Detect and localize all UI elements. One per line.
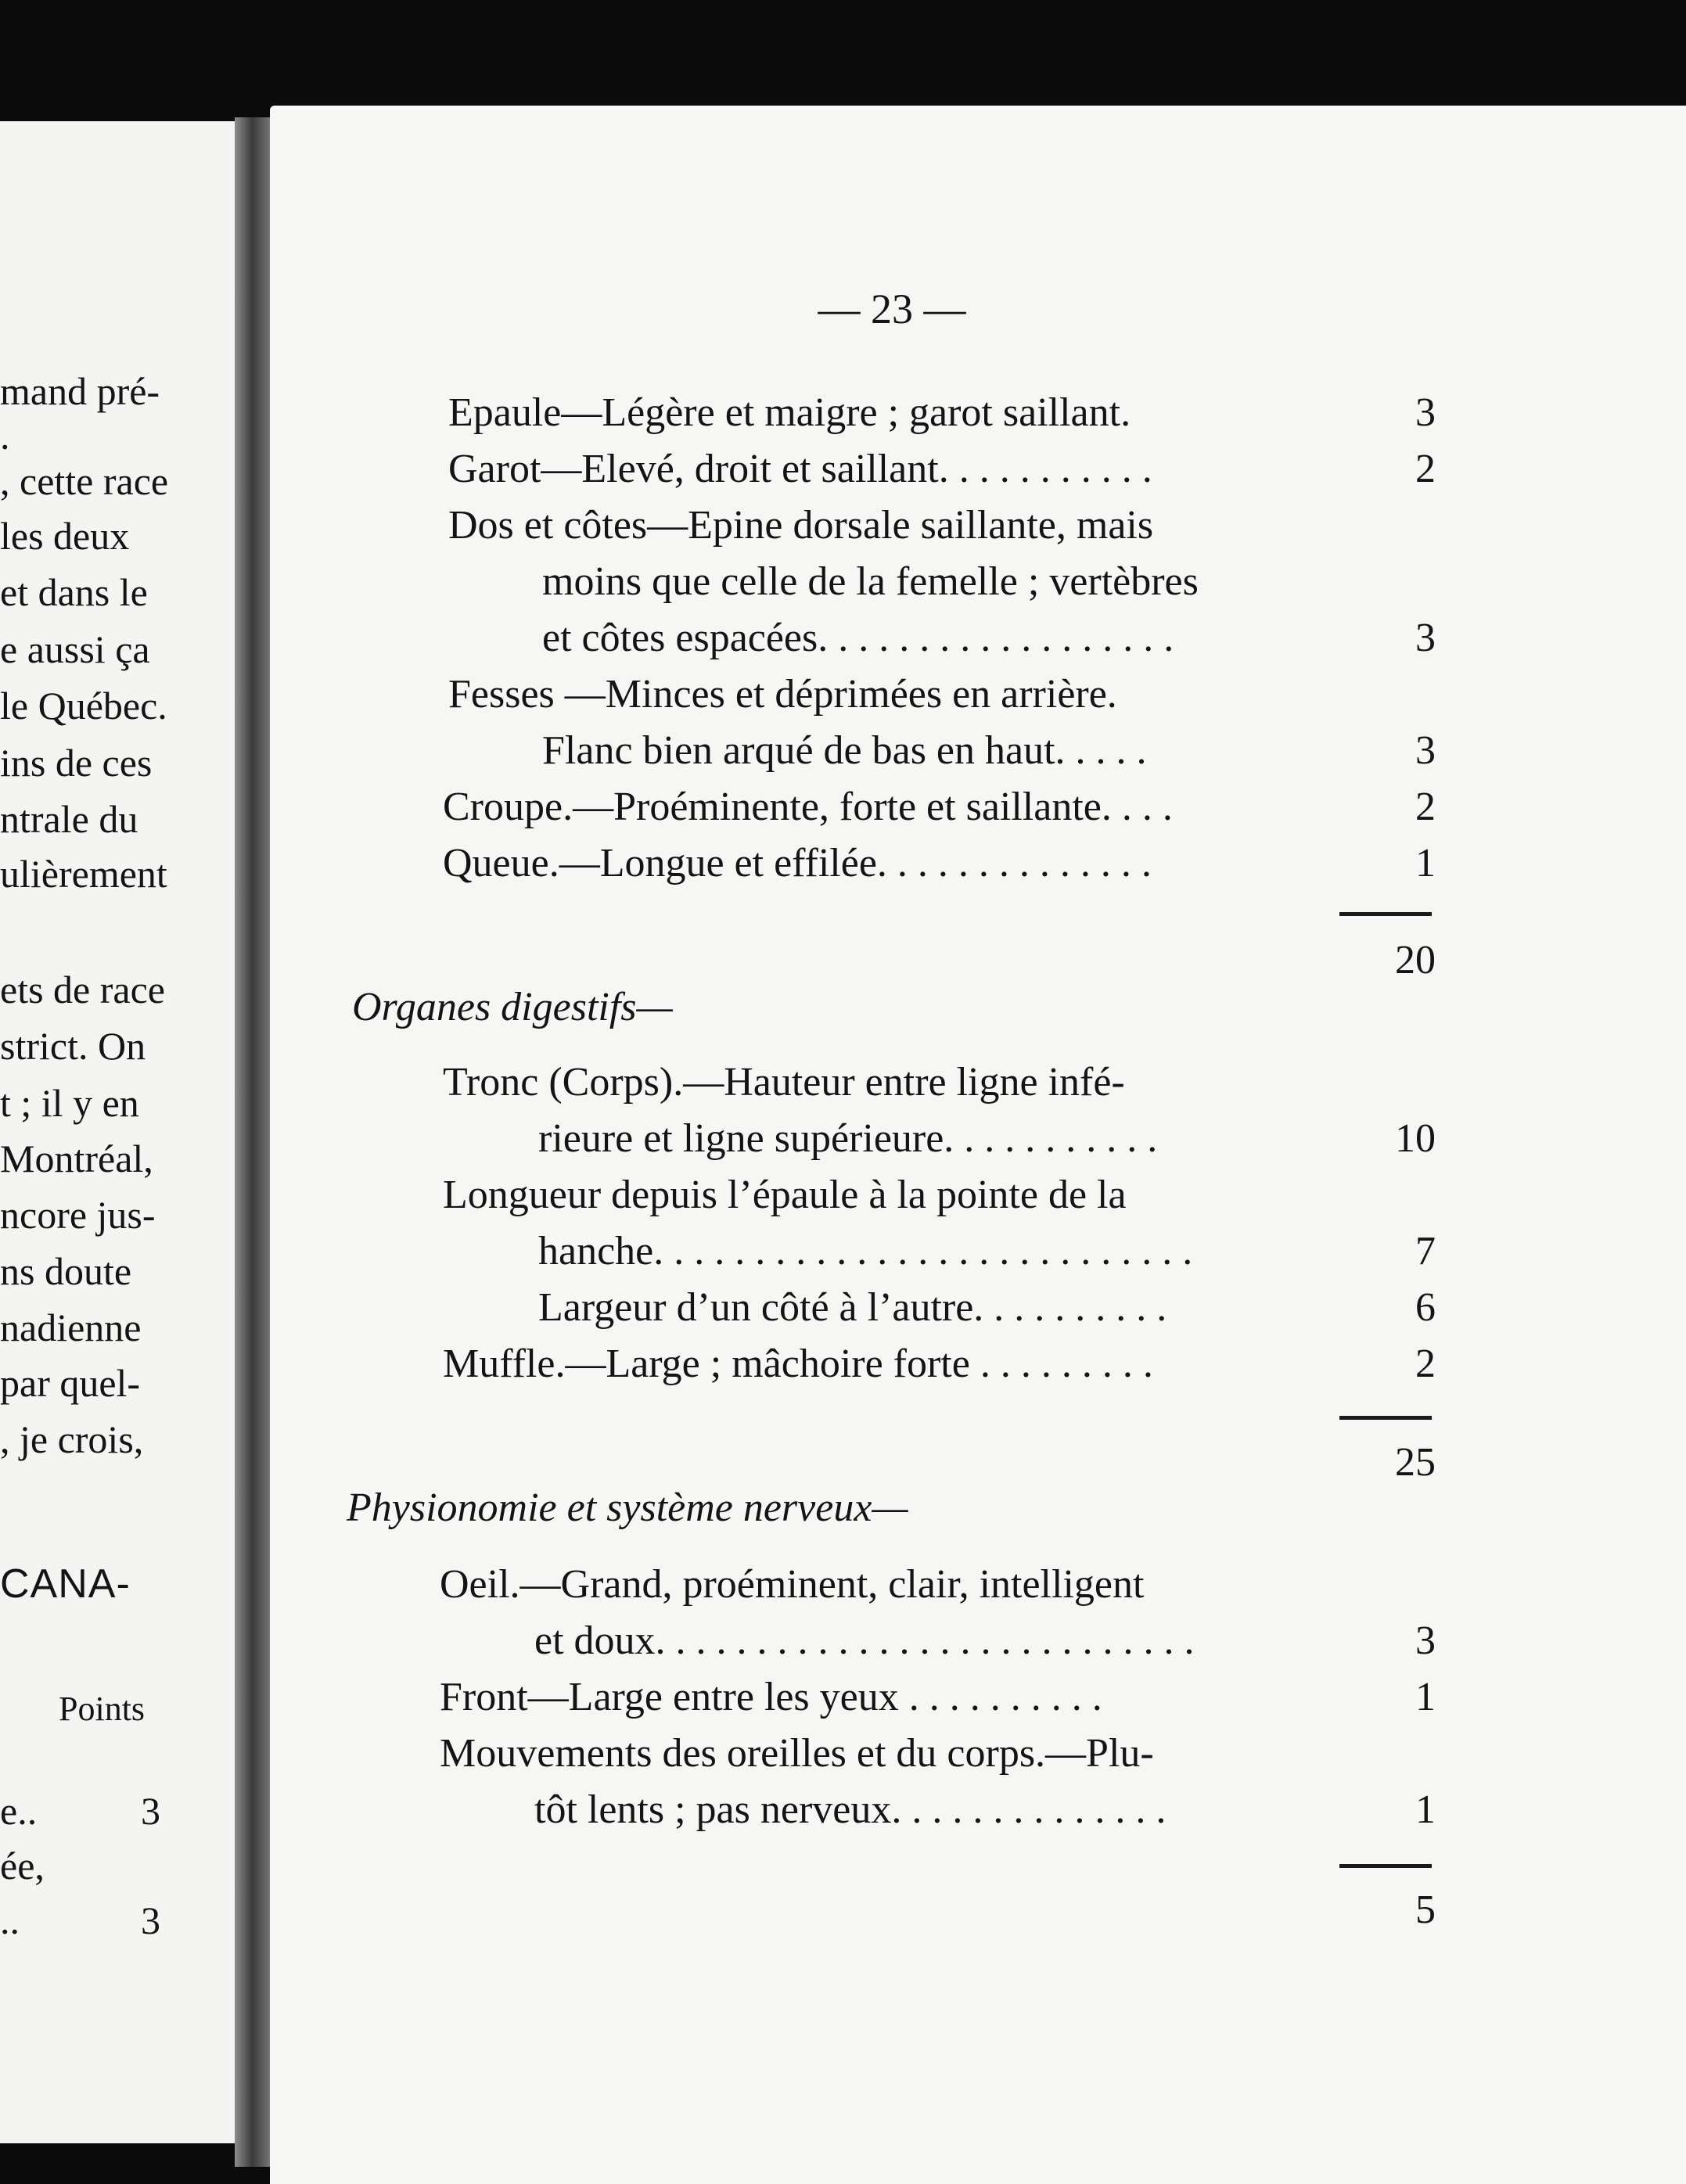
left-text-line: t ; il y en: [0, 1081, 139, 1125]
score-row: [0, 666, 1686, 723]
row-points: 1: [1415, 841, 1436, 885]
left-text-line: , je crois,: [0, 1417, 144, 1461]
row-points: 2: [1415, 785, 1436, 829]
score-row: [0, 1669, 1686, 1726]
left-row: [0, 1897, 160, 1944]
row-points: 3: [1415, 616, 1436, 660]
score-row: [0, 1280, 1686, 1336]
left-text-line: et dans le: [0, 570, 148, 614]
row-points: 1: [1415, 1675, 1436, 1719]
left-text-line: ulièrement: [0, 852, 167, 896]
row-text: Croupe.—Proéminente, forte et saillante. . . .: [443, 785, 1173, 829]
row-text: Flanc bien arqué de bas en haut. . . . .: [542, 728, 1147, 773]
score-row: [0, 1336, 1686, 1392]
row-points: 2: [1415, 1342, 1436, 1386]
left-text-line: Montréal,: [0, 1137, 153, 1180]
page-number: — 23 —: [818, 286, 966, 332]
left-points-label: Points: [59, 1690, 146, 1728]
left-section-heading: CANA-: [0, 1561, 131, 1607]
row-points: 6: [1415, 1285, 1436, 1330]
row-text: rieure et ligne supérieure. . . . . . . . . . .: [538, 1116, 1158, 1161]
row-points: 2: [1415, 447, 1436, 491]
left-text-line: ets de race: [0, 968, 165, 1011]
score-row: [0, 835, 1686, 892]
row-text: et côtes espacées. . . . . . . . . . . . . . . . . .: [542, 616, 1174, 660]
left-row-value: 3: [141, 1789, 160, 1833]
row-text: Largeur d’un côté à l’autre. . . . . . . . . .: [538, 1285, 1167, 1330]
left-row: [0, 1842, 45, 1889]
row-text: Front—Large entre les yeux . . . . . . . . . .: [440, 1675, 1102, 1719]
row-points: 3: [1415, 728, 1436, 773]
score-row: [0, 1557, 1686, 1613]
score-row: [0, 1613, 1686, 1669]
score-row: [0, 610, 1686, 666]
left-text-line: ns doute: [0, 1249, 132, 1293]
row-points: 3: [1415, 1618, 1436, 1663]
score-row: [0, 1111, 1686, 1167]
left-text-line: .: [0, 414, 10, 458]
left-text-line: par quel-: [0, 1361, 141, 1405]
left-text-line: le Québec.: [0, 684, 167, 727]
section-heading: Physionomie et système nerveux—: [347, 1485, 908, 1530]
score-row: [0, 1726, 1686, 1782]
left-text-line: mand pré-: [0, 369, 160, 413]
row-text: Longueur depuis l’épaule à la pointe de la: [443, 1173, 1127, 1217]
row-points: 10: [1395, 1116, 1436, 1161]
subtotal: 5: [1415, 1888, 1436, 1932]
left-text-line: strict. On: [0, 1024, 146, 1068]
row-points: 1: [1415, 1787, 1436, 1832]
left-text-line: ins de ces: [0, 741, 153, 785]
left-text-line: , cette race: [0, 459, 169, 503]
score-row: [0, 779, 1686, 835]
row-text: Muffle.—Large ; mâchoire forte . . . . . . . . .: [443, 1342, 1153, 1386]
subtotal-rule: [1339, 912, 1432, 916]
row-text: et doux. . . . . . . . . . . . . . . . . . . . . . . . . . .: [534, 1618, 1195, 1663]
left-text-line: les deux: [0, 514, 130, 558]
row-text: Fesses —Minces et déprimées en arrière.: [448, 672, 1117, 717]
row-points: 3: [1415, 390, 1436, 435]
row-points: 7: [1415, 1229, 1436, 1273]
row-text: Oeil.—Grand, proéminent, clair, intelligent: [440, 1562, 1145, 1607]
left-row-text: e..: [0, 1789, 38, 1833]
score-row: [0, 1054, 1686, 1111]
left-row-text: ..: [0, 1898, 20, 1942]
subtotal-rule: [1339, 1416, 1432, 1420]
score-row: [0, 723, 1686, 779]
row-text: Mouvements des oreilles et du corps.—Plu-: [440, 1731, 1154, 1776]
left-text-line: ntrale du: [0, 797, 138, 841]
score-row: [0, 385, 1686, 441]
row-text: Queue.—Longue et effilée. . . . . . . . . . . . . .: [443, 841, 1152, 885]
row-text: tôt lents ; pas nerveux. . . . . . . . . . . . . .: [534, 1787, 1167, 1832]
left-text-line: ncore jus-: [0, 1193, 156, 1237]
row-text: hanche. . . . . . . . . . . . . . . . . . . . . . . . . . .: [538, 1229, 1193, 1273]
row-text: Dos et côtes—Epine dorsale saillante, mais: [448, 503, 1154, 548]
left-text-line: nadienne: [0, 1306, 142, 1349]
row-text: Tronc (Corps).—Hauteur entre ligne infé-: [443, 1060, 1125, 1105]
score-row: [0, 1167, 1686, 1223]
subtotal: 20: [1395, 938, 1436, 982]
left-row-text: ée,: [0, 1844, 45, 1888]
score-row: [0, 1782, 1686, 1838]
score-row: [0, 441, 1686, 498]
score-row: [0, 1223, 1686, 1280]
section-heading: Organes digestifs—: [352, 985, 673, 1029]
subtotal-rule: [1339, 1864, 1432, 1868]
row-text: moins que celle de la femelle ; vertèbres: [542, 559, 1199, 604]
left-row-value: 3: [141, 1898, 160, 1942]
score-row: [0, 498, 1686, 554]
subtotal: 25: [1395, 1440, 1436, 1485]
left-text-line: e aussi ça: [0, 627, 150, 671]
row-text: Garot—Elevé, droit et saillant. . . . . . . . . . .: [448, 447, 1152, 491]
row-text: Epaule—Légère et maigre ; garot saillant.: [448, 390, 1131, 435]
score-row: [0, 554, 1686, 610]
